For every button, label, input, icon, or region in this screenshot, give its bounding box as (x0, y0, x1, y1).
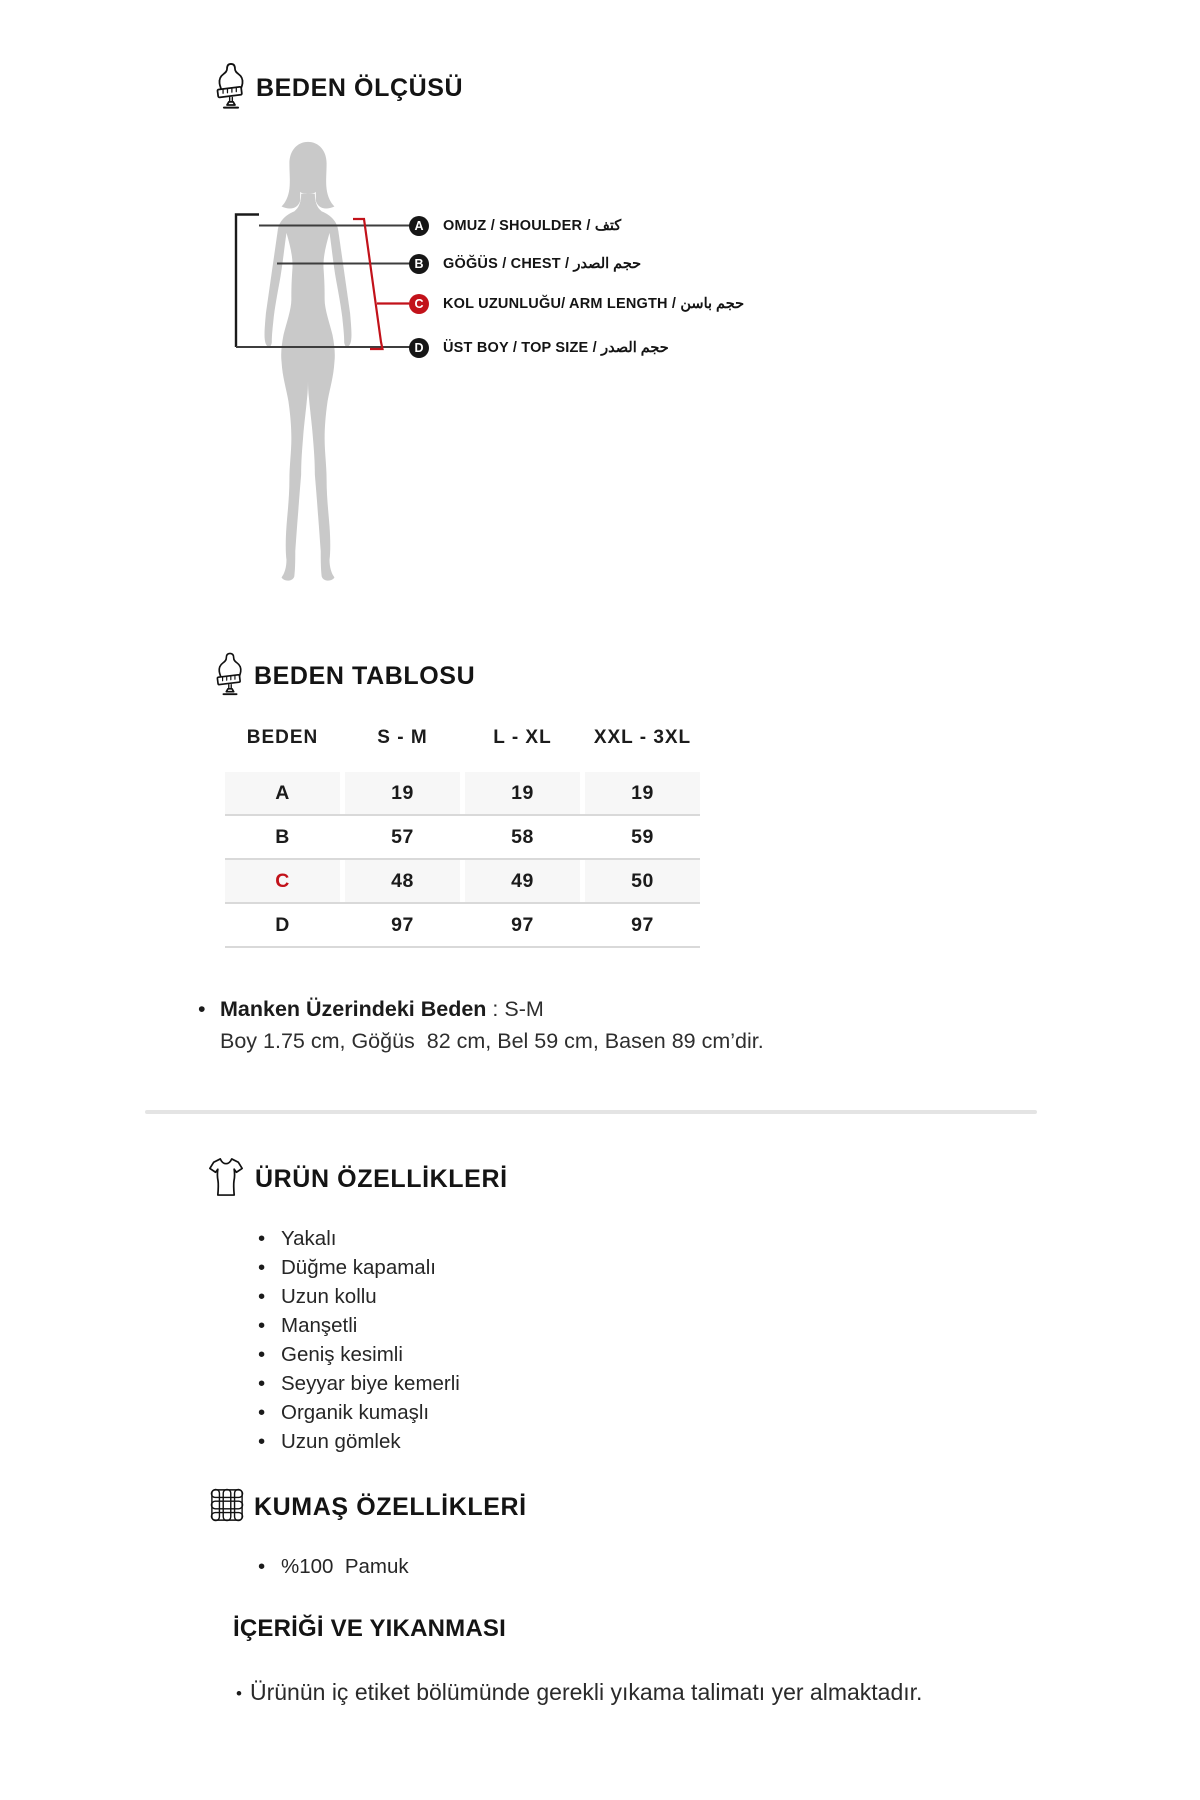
fabric-features-title: KUMAŞ ÖZELLİKLERİ (254, 1493, 527, 1521)
table-cell-value: 97 (585, 904, 700, 946)
table-row (225, 772, 700, 816)
measurement-text-b: GÖĞÜS / CHEST / حجم الصدر (443, 255, 642, 272)
measurement-text-d: ÜST BOY / TOP SIZE / حجم الصدر (443, 339, 669, 356)
measurement-label-d (409, 338, 669, 358)
model-size-label: Manken Üzerindeki Beden (220, 997, 487, 1021)
badge-d: D (409, 338, 429, 358)
care-note-list (236, 1673, 936, 1712)
table-row (225, 860, 700, 904)
care-note: • Ürünün iç etiket bölümünde gerekli yıkama talimatı yer almaktadır. (236, 1673, 936, 1712)
size-guide-header (216, 62, 463, 115)
badge-a: A (409, 216, 429, 236)
table-cell-measure-key: B (225, 816, 340, 858)
feature-item: • Seyyar biye kemerli (258, 1369, 678, 1398)
tshirt-icon (207, 1156, 245, 1203)
table-cell-value: 58 (465, 816, 580, 858)
measurement-label-c (409, 294, 744, 314)
fabric-feature-list (258, 1552, 678, 1581)
section-divider (145, 1110, 1037, 1114)
column-header: BEDEN (246, 727, 319, 748)
table-cell-value: 19 (465, 772, 580, 814)
feature-item: • Uzun kollu (258, 1282, 678, 1311)
table-cell-value: 19 (345, 772, 460, 814)
model-size-line (198, 993, 978, 1025)
feature-item: • Geniş kesimli (258, 1340, 678, 1369)
model-size-value: : S-M (486, 997, 544, 1021)
feature-item: • Manşetli (258, 1311, 678, 1340)
fabric-weave-icon (210, 1487, 244, 1528)
product-feature-list (258, 1224, 678, 1456)
mannequin-icon (216, 62, 246, 115)
table-cell-measure-key: C (225, 860, 340, 902)
table-cell-value: 97 (465, 904, 580, 946)
care-title: İÇERİĞİ VE YIKANMASI (233, 1615, 506, 1642)
column-header: L - XL (493, 727, 552, 748)
badge-b: B (409, 254, 429, 274)
measurement-label-a (409, 216, 621, 236)
model-measurements: Boy 1.75 cm, Göğüs 82 cm, Bel 59 cm, Basen 89 cm’dir. (220, 1029, 764, 1053)
table-cell-value: 49 (465, 860, 580, 902)
fabric-item: • %100 Pamuk (258, 1552, 678, 1581)
size-table (225, 772, 700, 948)
model-size-note (198, 993, 978, 1057)
table-cell-value: 48 (345, 860, 460, 902)
measurement-text-c: KOL UZUNLUĞU/ ARM LENGTH / حجم باسن (443, 295, 745, 312)
column-header: XXL - 3XL (593, 727, 692, 748)
measurement-lines (225, 205, 420, 355)
table-cell-value: 97 (345, 904, 460, 946)
feature-item: • Uzun gömlek (258, 1427, 678, 1456)
column-header: S - M (377, 727, 428, 748)
feature-item: • Yakalı (258, 1224, 678, 1253)
size-table-title: BEDEN TABLOSU (254, 662, 476, 690)
measurement-text-a: OMUZ / SHOULDER / كتف (443, 218, 622, 234)
table-row (225, 904, 700, 948)
size-table-column-headers (225, 726, 700, 750)
feature-item: • Düğme kapamalı (258, 1253, 678, 1282)
table-cell-value: 59 (585, 816, 700, 858)
table-row (225, 816, 700, 860)
size-guide-title: BEDEN ÖLÇÜSÜ (256, 74, 464, 102)
table-cell-value: 50 (585, 860, 700, 902)
table-cell-value: 19 (585, 772, 700, 814)
fabric-features-header (210, 1487, 527, 1528)
table-cell-value: 57 (345, 816, 460, 858)
badge-c: C (409, 294, 429, 314)
table-cell-measure-key: D (225, 904, 340, 946)
mannequin-icon (216, 651, 244, 702)
feature-item: • Organik kumaşlı (258, 1398, 678, 1427)
size-table-header (216, 651, 475, 702)
table-cell-measure-key: A (225, 772, 340, 814)
product-features-title: ÜRÜN ÖZELLİKLERİ (255, 1165, 508, 1193)
measurement-label-b (409, 254, 641, 274)
product-features-header (207, 1156, 508, 1203)
